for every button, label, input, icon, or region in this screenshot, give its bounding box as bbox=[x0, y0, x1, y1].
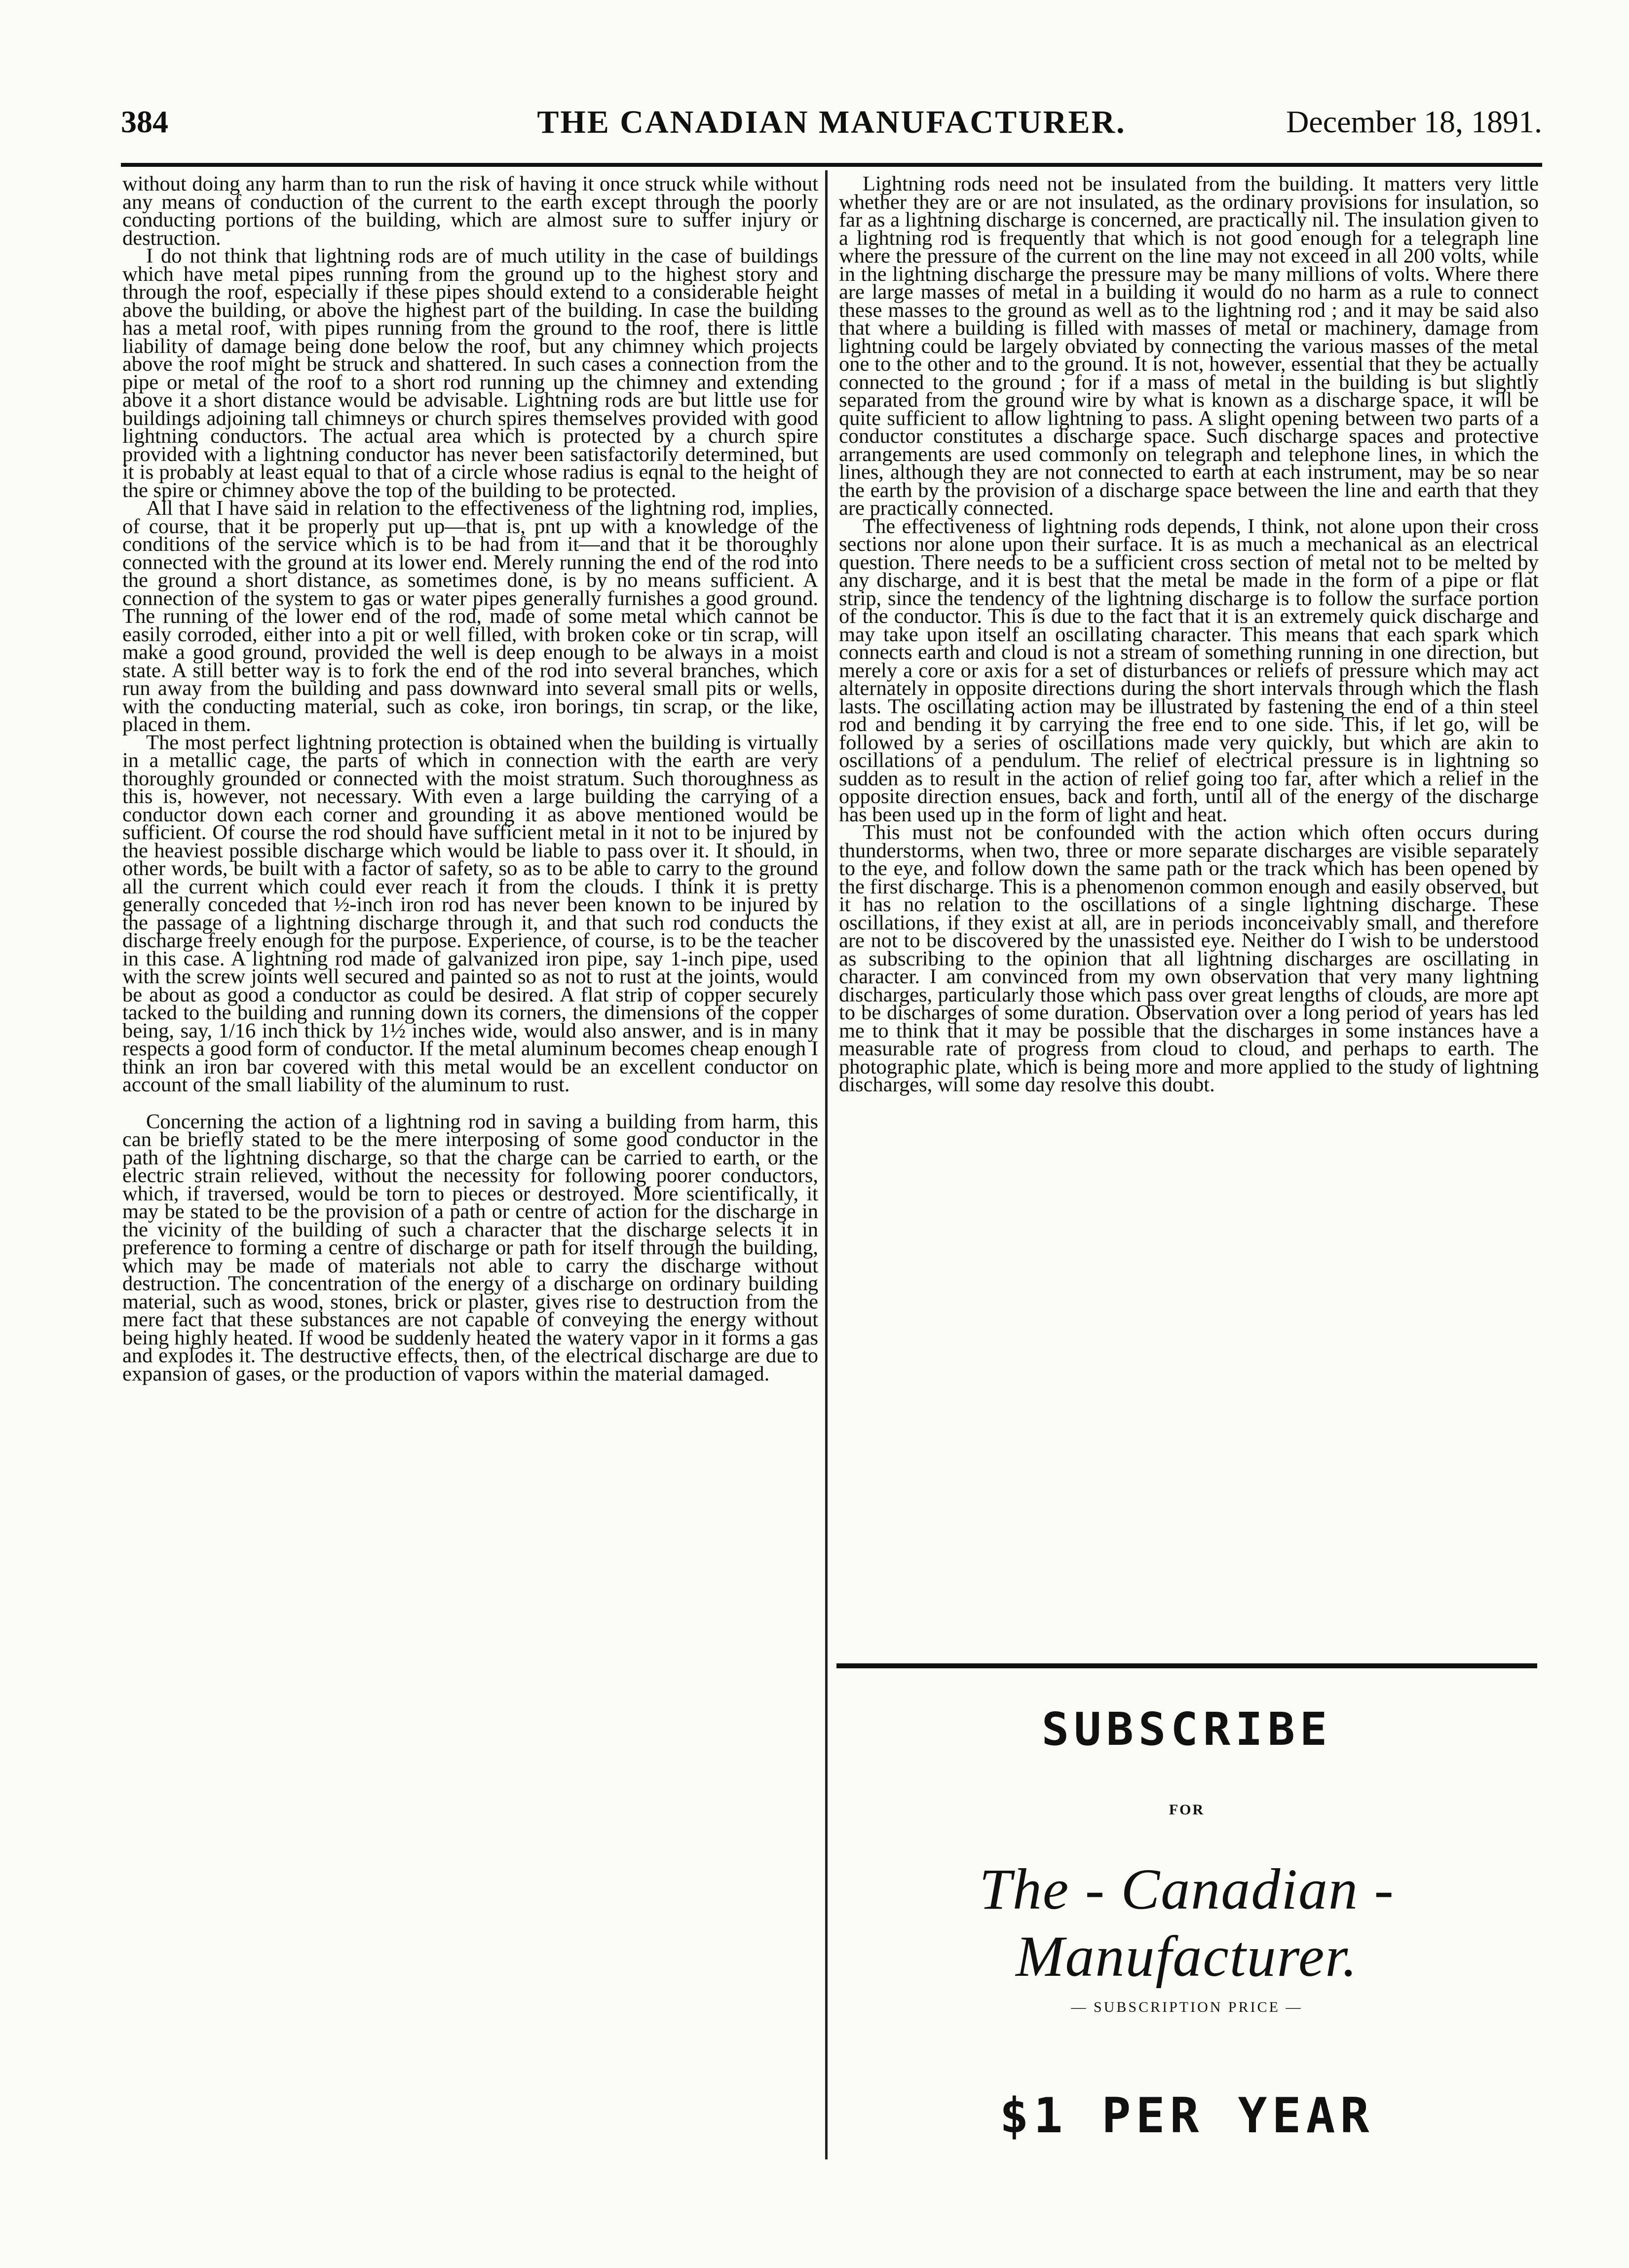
journal-title: THE CANADIAN MANUFACTURER. bbox=[537, 104, 1126, 140]
left-column bbox=[122, 172, 818, 1385]
paragraph: This must not be confounded with the action which often occurs during thunderstorms, when two, three or more separate discharges are visible separately to the eye, and follow down the same path or the track which has been opened by the first discharge. This is a phenomenon common enough and easily observed, but it has no relation to the oscillations of a single lightning discharge. These oscillations, if they exist at all, are in periods inconceivably small, and therefore are not to be discovered by the unassisted eye. Neither do I wish to be understood as subscribing to the opinion that all lightning discharges are oscillating in character. I am convinced from my own observation that very many lightning discharges, particularly those which pass over great lengths of clouds, are more apt to be discharges of some duration. Observation over a long period of years has led me to think that it may be possible that the discharges in some instances have a measurable rate of progress from cloud to cloud, and perhaps to earth. The photographic plate, which is being more and more applied to the study of lightning discharges, will some day resolve this doubt. bbox=[839, 821, 1539, 1096]
advertisement-rule bbox=[836, 1663, 1537, 1668]
paragraph: The effectiveness of lightning rods depends, I think, not alone upon their cross sections nor alone upon their surface. It is as much a mechanical as an electrical question. There needs to be a sufficient cross section of metal not to be melted by any discharge, and it is best that the metal be made in the form of a pipe or flat strip, since the tendency of the lightning discharge is to follow the surface portion of the conductor. This is due to the fact that it is an extremely quick discharge and may take upon itself an oscillating character. This means that each spark which connects earth and cloud is not a stream of something running in one direction, but merely a core or axis for a set of disturbances or reliefs of pressure which may act alternately in opposite directions during the short intervals through which the flash lasts. The oscillating action may be illustrated by fastening the end of a thin steel rod and bending it by carrying the free end to one side. This, if let go, will be followed by a series of oscillations made very quickly, but which are akin to oscillations of a pendulum. The relief of electrical pressure is in lightning so sudden as to result in the action of relief going too far, after which a relief in the opposite direction ensues, back and forth, until all of the energy of the discharge has been used up in the form of light and heat. bbox=[839, 514, 1539, 826]
subscribe-headline: SUBSCRIBE bbox=[1041, 1703, 1332, 1756]
paragraph: Concerning the action of a lightning rod in saving a building from harm, this can be briefly stated to be the mere interposing of some good conductor in the path of the lightning discharge, so that the charge can be carried to earth, or the electric strain relieved, without the necessity for following poorer conductors, which, if traversed, would be torn to pieces or destroyed. More scientifically, it may be stated to be the provision of a path or centre of action for the discharge in the vicinity of the building of such a character that the discharge selects it in preference to forming a centre of discharge or path for itself through the building, which may be made of materials not able to carry the discharge without destruction. The concentration of the energy of a discharge on ordinary building material, such as wood, stones, brick or plaster, gives rise to destruction from the mere fact that these substances are not capable of conveying the energy without being highly heated. If wood be suddenly heated the watery vapor in it forms a gas and explodes it. The destructive effects, then, of the electrical discharge are due to expansion of gases, or the production of vapors within the material damaged. bbox=[122, 1110, 818, 1385]
column-divider bbox=[825, 170, 828, 2159]
subscription-price: $1 PER YEAR bbox=[999, 2088, 1374, 2144]
subscribe-for: FOR bbox=[1169, 1802, 1205, 1818]
right-column bbox=[839, 172, 1539, 1096]
publication-name: The - Canadian - Manufacturer. bbox=[979, 1857, 1395, 1989]
header-rule bbox=[121, 163, 1542, 167]
paragraph: All that I have said in relation to the effectiveness of the lightning rod, implies, of course, that it be properly put up—that is, pnt up with a knowledge of the conditions of the service which is to be had from it—and that it be thoroughly connected with the ground at its lower end. Merely running the end of the rod into the ground a short distance, as sometimes done, is by no means sufficient. A connection of the system to gas or water pipes generally furnishes a good ground. The running of the lower end of the rod, made of some metal which cannot be easily corroded, either into a pit or well filled, with broken coke or tin scrap, will make a good ground, provided the well is deep enough to be always in a moist state. A still better way is to fork the end of the rod into several branches, which run away from the building and pass downward into several small pits or wells, with the conducting material, such as coke, iron borings, tin scrap, or the like, placed in them. bbox=[122, 497, 818, 736]
paragraph: Lightning rods need not be insulated from the building. It matters very little whether they are or are not insulated, as the ordinary provisions for insulation, so far as a lightning discharge is concerned, are practically nil. The insulation given to a lightning rod is frequently that which is not good enough for a telegraph line where the pressure of the current on the line may not exceed in all 200 volts, while in the lightning discharge the pressure may be many millions of volts. Where there are large masses of metal in a building it would do no harm as a rule to connect these masses to the ground as well as to the lightning rod ; and it may be said also that where a building is filled with masses of metal or machinery, damage from lightning could be largely obviated by connecting the various masses of the metal one to the other and to the ground. It is not, however, essential that they be actually connected to the ground ; for if a mass of metal in the building is but slightly separated from the ground wire by what is known as a discharge space, it will be quite sufficient to allow lightning to pass. A slight opening between two parts of a conductor constitutes a discharge space. Such discharge spaces and protective arrangements are used commonly on telegraph and telephone lines, in which the lines, although they are not connected to earth at each instrument, may be so near the earth by the provision of a discharge space between the line and earth that they are practically connected. bbox=[839, 172, 1539, 520]
paragraph: I do not think that lightning rods are of much utility in the case of buildings which have metal pipes running from the ground up to the highest story and through the roof, especially if these pipes should extend to a considerable height above the building, or above the highest part of the building. In case the building has a metal roof, with pipes running from the ground to the roof, there is little liability of damage being done below the roof, but any chimney which projects above the roof might be struck and shattered. In such cases a connection from the pipe or metal of the roof to a short rod running up the chimney and extending above it a short distance would be advisable. Lightning rods are but little use for buildings adjoining tall chimneys or church spires themselves provided with good lightning conductors. The actual area which is protected by a church spire provided with a lightning conductor has never been satisfactorily determined, but it is probably at least equal to that of a circle whose radius is eqnal to the height of the spire or chimney above the top of the building to be protected. bbox=[122, 244, 818, 502]
issue-date: December 18, 1891. bbox=[1286, 104, 1542, 139]
page-header bbox=[121, 104, 1542, 148]
paragraph: The most perfect lightning protection is obtained when the building is virtually in a metallic cage, the parts of which in connection with the earth are very thoroughly grounded or connected with the moist stratum. Such thoroughness as this is, however, not necessary. With even a large building the carrying of a conductor down each corner and grounding it as above mentioned would be sufficient. Of course the rod should have sufficient metal in it not to be injured by the heaviest possible discharge which would be liable to pass over it. It should, in other words, be built with a factor of safety, so as to be able to carry to the ground all the current which could ever reach it from the clouds. I think it is pretty generally conceded that ½-inch iron rod has never been known to be injured by the passage of a lightning discharge through it, and that such rod conducts the discharge freely enough for the purpose. Experience, of course, is to be the teacher in this case. A lightning rod made of galvanized iron pipe, say 1-inch pipe, used with the screw joints well secured and painted so as not to rust at the joints, would be about as good a conductor as could be desired. A flat strip of copper securely tacked to the building and running down its corners, the dimensions of the copper being, say, 1/16 inch thick by 1½ inches wide, would also answer, and is in many respects a good form of conductor. If the metal aluminum becomes cheap enough I think an iron bar covered with this metal would be an excellent conductor on account of the small liability of the aluminum to rust. bbox=[122, 730, 818, 1096]
page-number: 384 bbox=[121, 104, 168, 139]
subscription-price-label: — SUBSCRIPTION PRICE — bbox=[1071, 1999, 1303, 2015]
paragraph: without doing any harm than to run the risk of having it once struck while without any means of conduction of the current to the earth except through the poorly conducting portions of the building, which are almost sure to suffer injury or destruction. bbox=[122, 172, 818, 250]
